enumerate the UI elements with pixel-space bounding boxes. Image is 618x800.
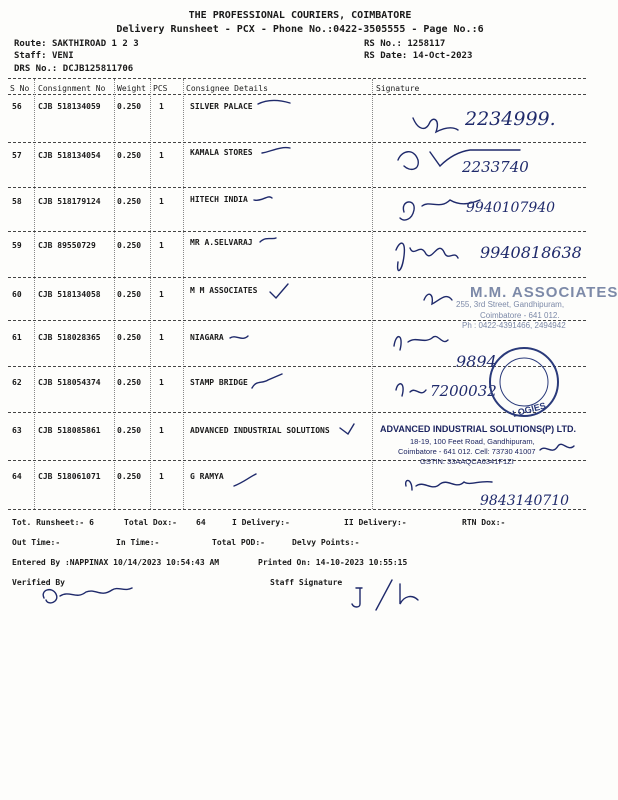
delivery-tick xyxy=(252,374,282,388)
row-sno: 62 xyxy=(12,378,22,387)
row-consignee: M M ASSOCIATES xyxy=(190,286,258,295)
delivery-tick xyxy=(234,474,256,486)
row-consignment: CJB 518054374 xyxy=(38,378,101,387)
stamp-title: ADVANCED INDUSTRIAL SOLUTIONS(P) LTD. xyxy=(380,424,576,434)
row-pcs: 1 xyxy=(159,197,164,206)
row-sno: 60 xyxy=(12,290,22,299)
row-consignment: CJB 518061071 xyxy=(38,472,101,481)
ii-delivery: II Delivery:- xyxy=(344,518,407,527)
tot-runsheet: Tot. Runsheet:- 6 xyxy=(12,518,94,527)
rs-no-label: RS No.: xyxy=(364,39,402,49)
row-weight: 0.250 xyxy=(117,102,142,111)
delvy-points: Delvy Points:- xyxy=(292,538,360,547)
row-sno: 61 xyxy=(12,333,22,342)
col-header-signature: Signature xyxy=(376,84,420,93)
row-weight: 0.250 xyxy=(117,378,142,387)
row-pcs: 1 xyxy=(159,378,164,387)
delivery-tick xyxy=(260,238,276,242)
total-dox-value: 64 xyxy=(196,518,206,527)
row-consignment: CJB 518134054 xyxy=(38,151,101,160)
staff-signature-label: Staff Signature xyxy=(270,578,343,587)
row-sno: 59 xyxy=(12,241,22,250)
row-consignee: NIAGARA xyxy=(190,333,224,342)
runsheet-subtitle: Delivery Runsheet - PCX - Phone No.:0422-3505555 - Page No.:6 xyxy=(116,24,484,35)
row-weight: 0.250 xyxy=(117,151,142,160)
row-sno: 58 xyxy=(12,197,22,206)
row-weight: 0.250 xyxy=(117,472,142,481)
route-value: SAKTHIROAD 1 2 3 xyxy=(51,39,139,49)
row-signature-number: 9940818638 xyxy=(480,243,582,262)
row-pcs: 1 xyxy=(159,290,164,299)
col-header-consignee: Consignee Details xyxy=(186,84,268,93)
row-consignee: SILVER PALACE xyxy=(190,102,253,111)
printed-on: Printed On: 14-10-2023 10:55:15 xyxy=(258,558,408,567)
signature-scribble xyxy=(540,444,574,450)
row-consignment: CJB 518134059 xyxy=(38,102,101,111)
row-consignee: HITECH INDIA xyxy=(190,195,248,204)
row-signature-number: 9894 xyxy=(456,352,497,371)
round-company-seal xyxy=(484,342,564,422)
signature-scribble xyxy=(398,150,520,169)
row-sno: 57 xyxy=(12,151,22,160)
row-consignee: ADVANCED INDUSTRIAL SOLUTIONS xyxy=(190,426,330,435)
row-signature-number: 9940107940 xyxy=(466,200,556,216)
signature-scribble xyxy=(396,384,426,396)
i-delivery: I Delivery:- xyxy=(232,518,290,527)
delivery-tick xyxy=(270,284,288,298)
row-weight: 0.250 xyxy=(117,290,142,299)
delivery-tick xyxy=(340,424,354,434)
row-consignment: CJB 518085861 xyxy=(38,426,101,435)
row-weight: 0.250 xyxy=(117,333,142,342)
rtn-dox: RTN Dox:- xyxy=(462,518,506,527)
delivery-tick xyxy=(258,101,290,105)
col-header-sno: S No xyxy=(10,84,30,93)
row-consignment: CJB 518028365 xyxy=(38,333,101,342)
route-label: Route: xyxy=(14,39,47,49)
row-pcs: 1 xyxy=(159,472,164,481)
row-sno: 64 xyxy=(12,472,22,481)
rs-date-label: RS Date: xyxy=(364,51,408,61)
signature-scribble xyxy=(394,336,448,350)
col-header-consignment: Consignment No xyxy=(38,84,106,93)
stamp-line: 18-19, 100 Feet Road, Gandhipuram, xyxy=(410,437,535,446)
delivery-tick xyxy=(262,148,290,153)
row-consignee: KAMALA STORES xyxy=(190,148,253,157)
row-signature-number: 2233740 xyxy=(462,158,529,176)
verified-signature-scribble xyxy=(43,588,132,603)
row-consignment: CJB 518179124 xyxy=(38,197,101,206)
row-consignee: G RAMYA xyxy=(190,472,224,481)
staff-signature-scribble xyxy=(376,580,392,610)
staff-signature-scribble xyxy=(352,588,362,607)
total-dox-label: Total Dox:- xyxy=(124,518,177,527)
drs-value: DCJB125811706 xyxy=(62,64,134,74)
delivery-tick xyxy=(230,336,248,338)
staff-label: Staff: xyxy=(14,51,47,61)
row-pcs: 1 xyxy=(159,333,164,342)
stamp-title: M.M. ASSOCIATES xyxy=(470,284,618,301)
rs-no-value: 1258117 xyxy=(407,39,446,49)
signature-scribble xyxy=(413,118,458,132)
row-weight: 0.250 xyxy=(117,426,142,435)
signature-scribble xyxy=(424,294,452,304)
entered-by: Entered By :NAPPINAX 10/14/2023 10:54:43 AM xyxy=(12,558,220,567)
row-weight: 0.250 xyxy=(117,197,142,206)
row-signature-number: 2234999. xyxy=(465,108,556,130)
staff-value: VENI xyxy=(51,51,74,61)
out-time: Out Time:- xyxy=(12,538,61,547)
in-time: In Time:- xyxy=(116,538,160,547)
total-pod: Total POD:- xyxy=(212,538,265,547)
company-title: THE PROFESSIONAL COURIERS, COIMBATORE xyxy=(188,10,412,21)
row-pcs: 1 xyxy=(159,241,164,250)
stamp-line: GSTIN: 33AAQCA6341F1ZI xyxy=(420,457,514,466)
signature-scribble xyxy=(406,480,492,490)
col-header-pcs: PCS xyxy=(153,84,168,93)
row-pcs: 1 xyxy=(159,426,164,435)
row-signature-number: 9843140710 xyxy=(480,493,570,509)
row-consignment: CJB 89550729 xyxy=(38,241,96,250)
row-pcs: 1 xyxy=(159,151,164,160)
stamp-line: Coimbatore - 641 012. xyxy=(480,311,560,320)
row-weight: 0.250 xyxy=(117,241,142,250)
rs-date-value: 14-Oct-2023 xyxy=(412,51,473,61)
col-header-weight: Weight xyxy=(117,84,146,93)
row-consignee: MR A.SELVARAJ xyxy=(190,238,253,247)
row-consignment: CJB 518134058 xyxy=(38,290,101,299)
seal-text: LOGIES xyxy=(511,400,547,419)
row-signature-number: 7200032 xyxy=(430,382,497,400)
verified-by: Verified By xyxy=(12,578,65,587)
row-sno: 56 xyxy=(12,102,22,111)
stamp-line: 255, 3rd Street, Gandhipuram, xyxy=(456,300,565,309)
row-consignee: STAMP BRIDGE xyxy=(190,378,248,387)
row-sno: 63 xyxy=(12,426,22,435)
stamp-line: Coimbatore - 641 012. Cell: 73730 41007 xyxy=(398,447,536,456)
row-pcs: 1 xyxy=(159,102,164,111)
signature-scribble xyxy=(396,243,458,270)
staff-signature-scribble xyxy=(400,584,418,604)
stamp-line: Ph : 0422-4391466, 2494942 xyxy=(462,321,566,330)
drs-label: DRS No.: xyxy=(14,64,58,74)
signature-scribble xyxy=(400,200,480,220)
delivery-tick xyxy=(254,197,272,200)
